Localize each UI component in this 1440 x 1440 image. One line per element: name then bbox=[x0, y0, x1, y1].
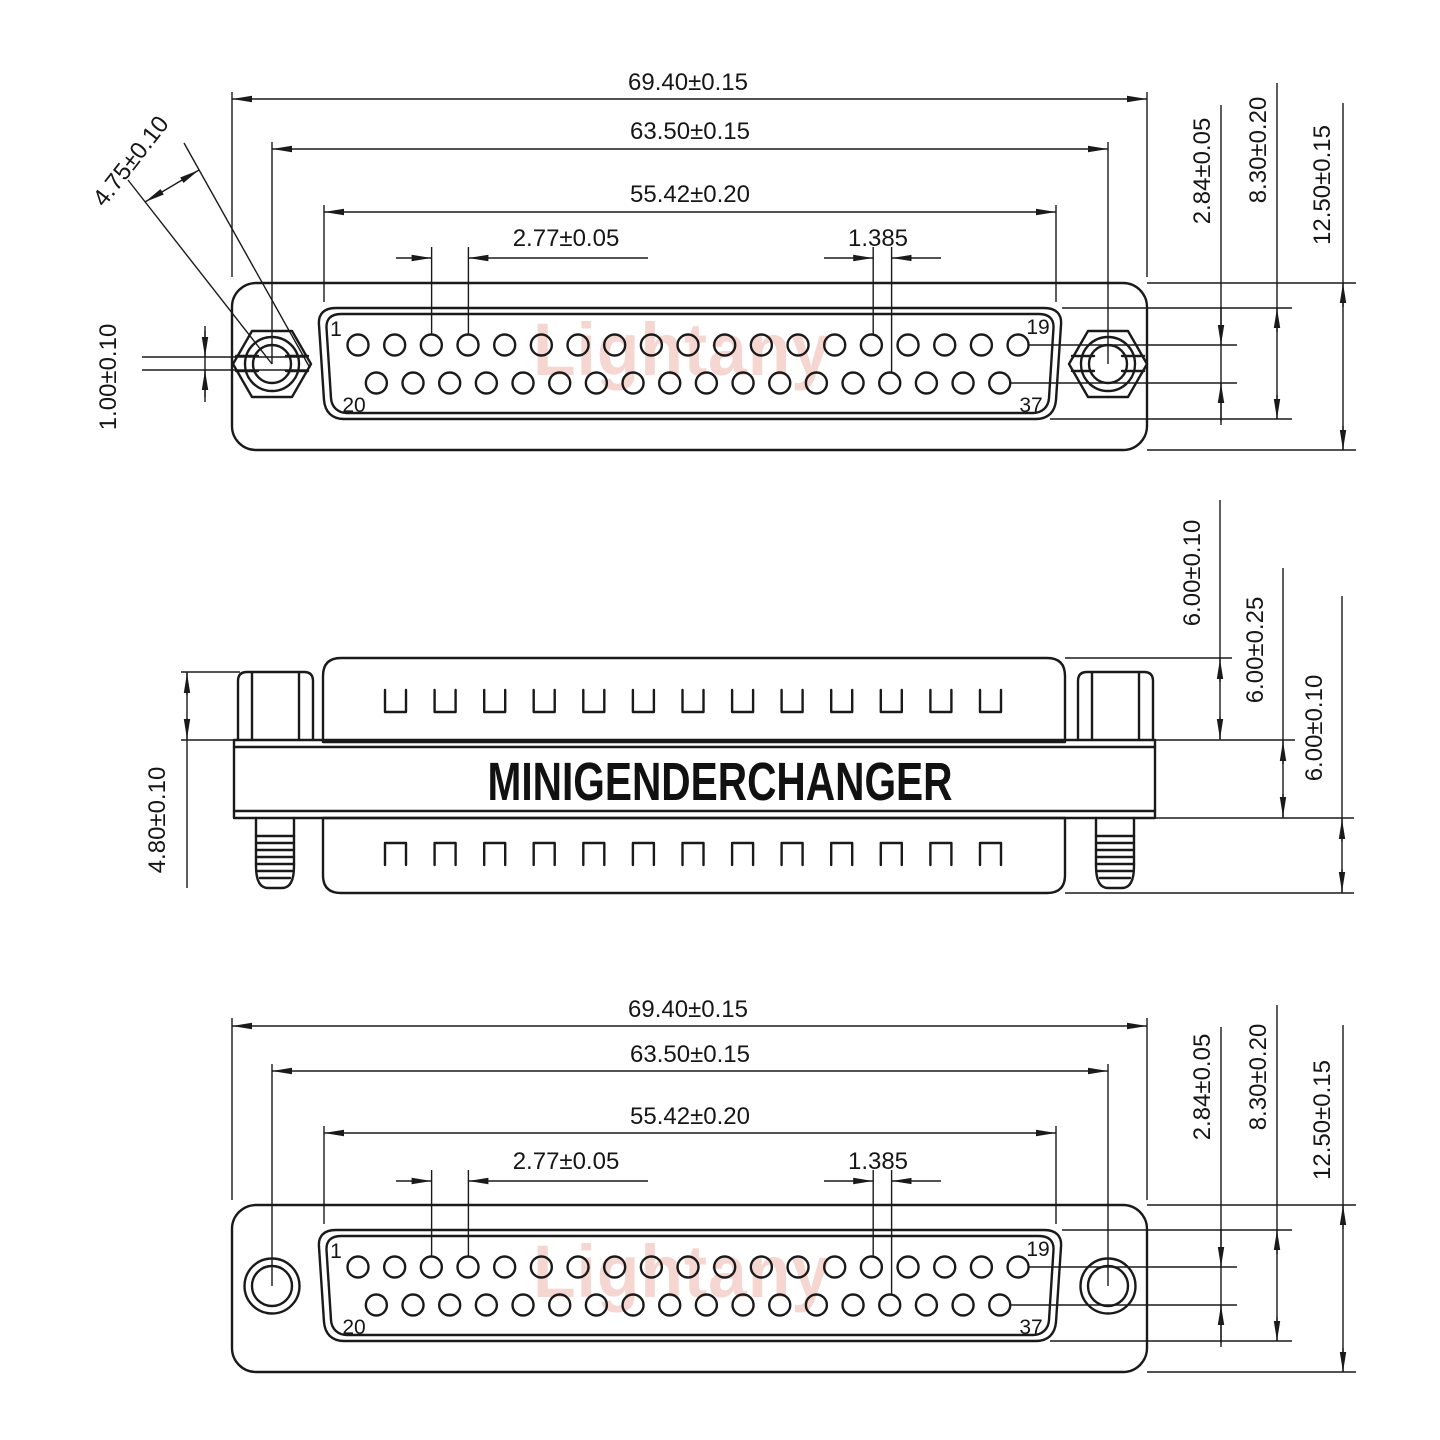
castellation bbox=[930, 843, 951, 865]
pin-hole bbox=[366, 373, 387, 394]
castellation bbox=[435, 690, 456, 712]
dim-flange-height: 12.50±0.15 bbox=[1309, 1060, 1336, 1180]
pin-label-19: 19 bbox=[1026, 1238, 1050, 1261]
dim-hex-nut-offset: 4.75±0.10 bbox=[87, 111, 175, 212]
pin-label-37: 37 bbox=[1019, 1316, 1043, 1339]
dim-insert-height: 8.30±0.20 bbox=[1245, 96, 1272, 204]
pin-hole bbox=[861, 335, 882, 356]
castellation bbox=[980, 690, 1001, 712]
watermark-top: Lightany bbox=[533, 308, 831, 391]
castellation bbox=[930, 690, 951, 712]
bottom-front-view bbox=[232, 996, 1356, 1372]
pin-hole bbox=[421, 1257, 442, 1278]
pin-hole bbox=[494, 1257, 515, 1278]
pin-hole bbox=[476, 1295, 497, 1316]
castellation bbox=[534, 843, 555, 865]
dim-insert-width: 55.42±0.20 bbox=[630, 181, 750, 208]
pin-hole bbox=[898, 1257, 919, 1278]
dim-mount-span: 63.50±0.15 bbox=[630, 118, 750, 145]
watermark-bottom: Lightany bbox=[533, 1230, 831, 1313]
pin-hole bbox=[971, 335, 992, 356]
pin-hole bbox=[476, 373, 497, 394]
castellation bbox=[484, 690, 505, 712]
dim-half-pitch: 1.385 bbox=[847, 1148, 909, 1175]
castellation bbox=[881, 843, 902, 865]
product-label: MINIGENDERCHANGER bbox=[487, 752, 953, 812]
dim-nut-height: 4.80±0.10 bbox=[144, 766, 171, 874]
pin-hole bbox=[843, 373, 864, 394]
dim-row-spacing: 2.84±0.05 bbox=[1189, 1033, 1216, 1141]
dim-mount-span: 63.50±0.15 bbox=[630, 1041, 750, 1068]
pin-label-1: 1 bbox=[330, 318, 342, 341]
pin-hole bbox=[384, 335, 405, 356]
pin-hole bbox=[513, 1295, 534, 1316]
pin-hole bbox=[458, 1257, 479, 1278]
castellations-top bbox=[385, 690, 1001, 712]
dim-rear-shell-height: 6.00±0.10 bbox=[1301, 674, 1328, 782]
dim-insert-width: 55.42±0.20 bbox=[630, 1103, 750, 1130]
pin-hole bbox=[971, 1257, 992, 1278]
pin-hole bbox=[989, 373, 1010, 394]
pin-label-20: 20 bbox=[342, 1316, 366, 1339]
pin-hole bbox=[366, 1295, 387, 1316]
pin-label-19: 19 bbox=[1026, 316, 1050, 339]
top-front-view bbox=[88, 69, 1356, 450]
pin-hole bbox=[916, 1295, 937, 1316]
castellation bbox=[683, 690, 704, 712]
pin-hole bbox=[494, 335, 515, 356]
dim-pin-pitch: 2.77±0.05 bbox=[512, 1148, 620, 1175]
castellation bbox=[534, 690, 555, 712]
side-view bbox=[144, 500, 1354, 893]
pin-hole bbox=[934, 1257, 955, 1278]
dim-body-thickness: 6.00±0.25 bbox=[1242, 596, 1269, 704]
castellation bbox=[385, 843, 406, 865]
castellation bbox=[583, 843, 604, 865]
castellation bbox=[633, 843, 654, 865]
pin-hole bbox=[384, 1257, 405, 1278]
pin-hole bbox=[513, 373, 534, 394]
dim-washer-thickness: 1.00±0.10 bbox=[95, 323, 122, 431]
dim-overall-width: 69.40±0.15 bbox=[628, 996, 748, 1023]
pin-label-20: 20 bbox=[342, 394, 366, 417]
pin-hole bbox=[439, 373, 460, 394]
castellation bbox=[831, 690, 852, 712]
jack-screw-left bbox=[256, 818, 294, 888]
pin-hole bbox=[879, 373, 900, 394]
pin-label-37: 37 bbox=[1019, 394, 1043, 417]
pin-label-1: 1 bbox=[330, 1240, 342, 1263]
pin-hole bbox=[989, 1295, 1010, 1316]
bottom-view-dimension-lines bbox=[232, 1005, 1356, 1372]
dim-pin-pitch: 2.77±0.05 bbox=[512, 225, 620, 252]
castellation bbox=[484, 843, 505, 865]
castellation bbox=[782, 843, 803, 865]
pin-hole bbox=[861, 1257, 882, 1278]
pin-hole bbox=[403, 1295, 424, 1316]
castellation bbox=[385, 690, 406, 712]
pin-hole bbox=[348, 335, 369, 356]
pin-hole bbox=[458, 335, 479, 356]
pin-hole bbox=[421, 335, 442, 356]
jack-nut-right-side bbox=[1078, 672, 1153, 740]
castellation bbox=[732, 690, 753, 712]
dim-flange-height: 12.50±0.15 bbox=[1309, 125, 1336, 245]
jack-nut-left-side bbox=[238, 672, 313, 740]
pin-hole bbox=[916, 373, 937, 394]
dim-overall-width: 69.40±0.15 bbox=[628, 69, 748, 96]
castellation bbox=[732, 843, 753, 865]
castellation bbox=[583, 690, 604, 712]
castellation bbox=[435, 843, 456, 865]
dim-half-pitch: 1.385 bbox=[847, 225, 909, 252]
pin-hole bbox=[843, 1295, 864, 1316]
castellations-bottom bbox=[385, 843, 1001, 865]
dim-front-shell-height: 6.00±0.10 bbox=[1179, 519, 1206, 627]
pin-hole bbox=[953, 1295, 974, 1316]
castellation bbox=[782, 690, 803, 712]
pin-hole bbox=[953, 373, 974, 394]
castellation bbox=[980, 843, 1001, 865]
jack-screw-right bbox=[1096, 818, 1134, 888]
castellation bbox=[831, 843, 852, 865]
pin-hole bbox=[348, 1257, 369, 1278]
castellation bbox=[683, 843, 704, 865]
pin-hole bbox=[403, 373, 424, 394]
pin-hole bbox=[934, 335, 955, 356]
dim-row-spacing: 2.84±0.05 bbox=[1189, 117, 1216, 225]
castellation bbox=[881, 690, 902, 712]
castellation bbox=[633, 690, 654, 712]
dim-insert-height: 8.30±0.20 bbox=[1245, 1023, 1272, 1131]
pin-hole bbox=[439, 1295, 460, 1316]
pin-hole bbox=[879, 1295, 900, 1316]
pin-hole bbox=[898, 335, 919, 356]
